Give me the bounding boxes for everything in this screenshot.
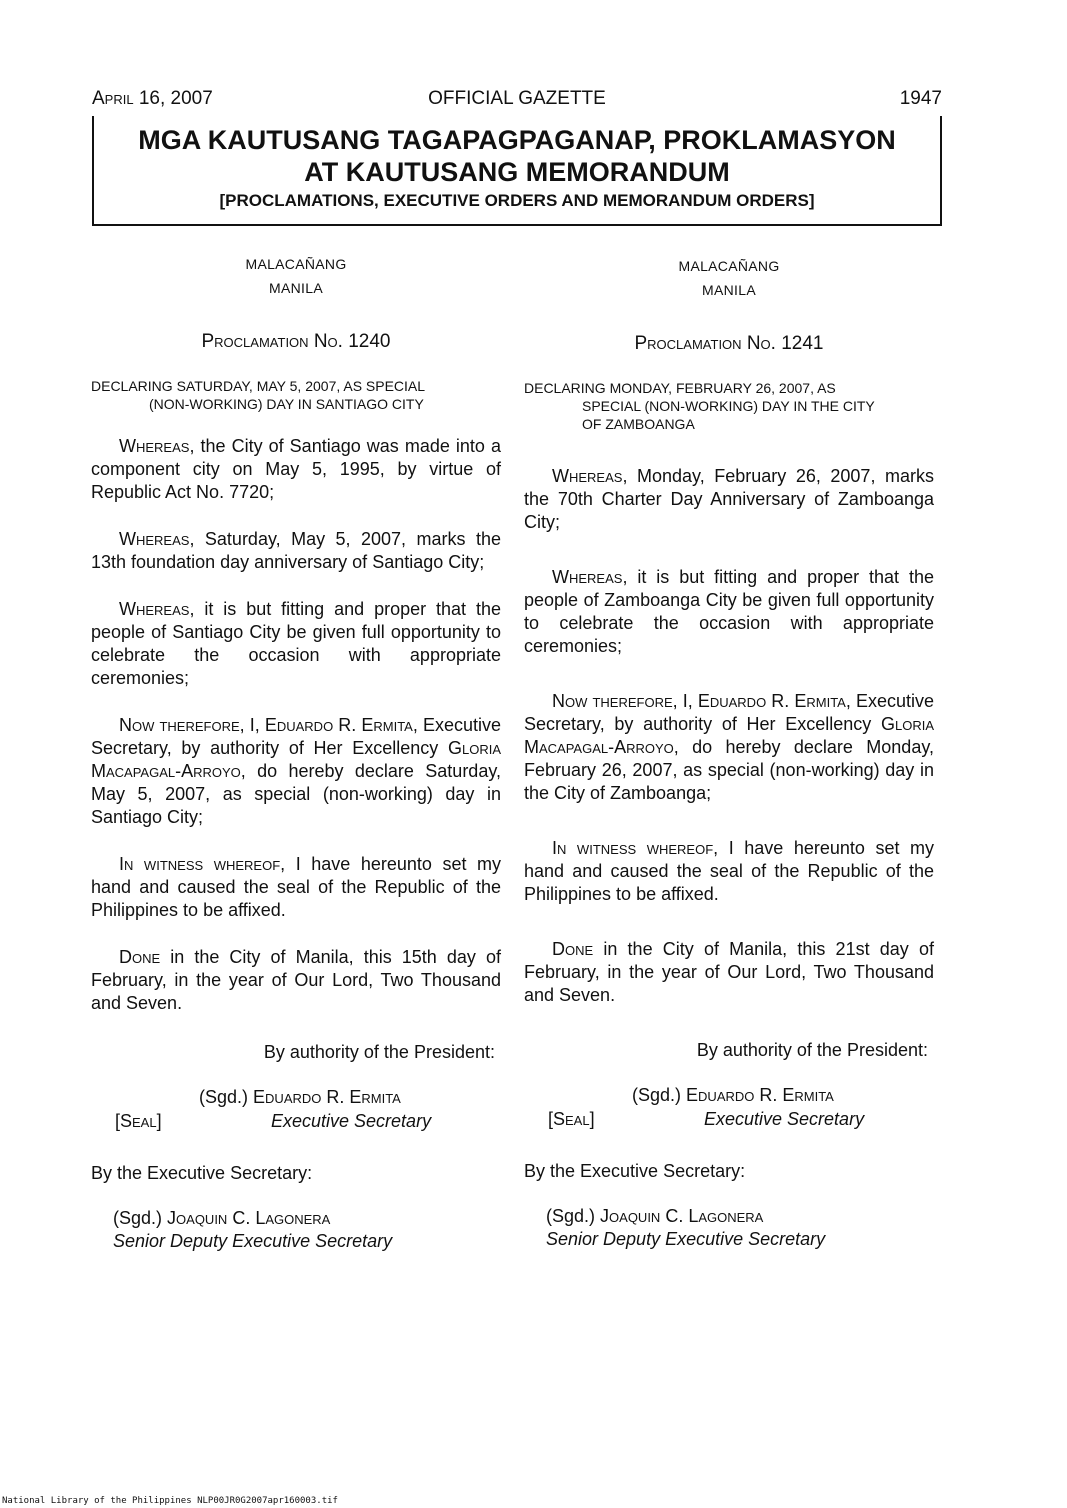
signature-block-lagonera: [524, 1205, 934, 1251]
paragraph-lead: Now therefore,: [119, 715, 245, 735]
signatory-name: [199, 1086, 401, 1109]
place-malacanang: MALACAÑANG: [245, 256, 347, 272]
signatory-role: Executive Secretary: [704, 1109, 865, 1129]
sgd-prefix: (Sgd.): [632, 1085, 687, 1105]
signatory-name: [632, 1084, 834, 1107]
paragraph-text: I,: [677, 691, 698, 711]
paragraph-lead: Done: [552, 939, 594, 959]
paragraph-text: in the City of Manila, this 15th day of February, in the year of Our Lord, Two Thousand and Seven.: [91, 947, 501, 1013]
sgd-prefix: (Sgd.): [113, 1208, 168, 1228]
sgd-prefix: (Sgd.): [199, 1087, 254, 1107]
paragraph-text: , do hereby declare Saturday, May 5, 2007, as special (non-working) day in Santiago City;: [91, 761, 501, 827]
whereas-paragraph-1: [524, 465, 934, 534]
subject-line-1: DECLARING MONDAY, FEBRUARY 26, 2007, AS: [524, 380, 836, 396]
paragraph-lead: Whereas,: [552, 567, 628, 587]
page-number: 1947: [899, 88, 942, 109]
signature-block-ermita: [524, 1084, 934, 1138]
signature-block-ermita: [91, 1086, 501, 1140]
authority-line: By authority of the President:: [696, 1040, 928, 1060]
paragraph-lead: Done: [119, 947, 161, 967]
paragraph-text: the City of Santiago was made into a component city on May 5, 1995, by virtue of Republic Act No. 7720;: [91, 436, 501, 502]
proclamation-number: Proclamation No. 1241: [634, 333, 824, 354]
running-head: [92, 88, 942, 114]
paragraph-text: , Executive Secretary, by authority of Her Excellency: [91, 715, 501, 758]
subject-line-1: DECLARING SATURDAY, MAY 5, 2007, AS SPECIAL: [91, 378, 426, 394]
paragraph-text: in the City of Manila, this 21st day of February, in the year of Our Lord, Two Thousand and Seven.: [524, 939, 934, 1005]
issue-date: April 16, 2007: [92, 88, 213, 109]
signatory-role: Senior Deputy Executive Secretary: [546, 1229, 826, 1249]
paragraph-text: Monday, February 26, 2007, marks the 70th Charter Day Anniversary of Zamboanga City;: [524, 466, 934, 532]
signature-block-lagonera: [91, 1207, 501, 1253]
signatory-name: [546, 1205, 934, 1228]
paragraph-text: Saturday, May 5, 2007, marks the 13th foundation day anniversary of Santiago City;: [91, 529, 501, 572]
by-executive-secretary: By the Executive Secretary:: [524, 1161, 746, 1181]
signatory-role: Executive Secretary: [271, 1111, 432, 1131]
declaration-paragraph: [91, 714, 501, 829]
section-title-box: [92, 116, 942, 226]
paragraph-text: I have hereunto set my hand and caused the seal of the Republic of the Philippines to be affixed.: [91, 854, 501, 920]
paragraph-text: I have hereunto set my hand and caused the seal of the Republic of the Philippines to be affixed.: [524, 838, 934, 904]
paragraph-lead: In witness whereof,: [552, 838, 719, 858]
paragraph-lead: Whereas,: [119, 529, 195, 549]
proclamation-number: Proclamation No. 1240: [201, 331, 391, 352]
sgd-name: Joaquin C. Lagonera: [167, 1208, 331, 1228]
paragraph-lead: Whereas,: [552, 466, 628, 486]
section-title-line-2: AT KAUTUSANG MEMORANDUM: [304, 157, 730, 187]
section-title-english: [PROCLAMATIONS, EXECUTIVE ORDERS AND MEMORANDUM ORDERS]: [219, 191, 815, 210]
paragraph-lead: Whereas,: [119, 599, 195, 619]
subject-line-2: (NON-WORKING) DAY IN SANTIAGO CITY: [149, 396, 424, 412]
scan-footer: National Library of the Philippines NLP00JR0G2007apr160003.tif: [2, 1496, 338, 1506]
president-name: Gloria Macapagal-Arroyo: [91, 738, 501, 781]
whereas-paragraph-3: [91, 598, 501, 690]
sgd-name: Joaquin C. Lagonera: [600, 1206, 764, 1226]
place-manila: MANILA: [269, 280, 323, 296]
authority-line: By authority of the President:: [263, 1042, 495, 1062]
place-malacanang: MALACAÑANG: [678, 258, 780, 274]
proclamation-subject: [91, 377, 501, 413]
signatory-role: Senior Deputy Executive Secretary: [113, 1231, 393, 1251]
paragraph-text: , Executive Secretary, by authority of Her Excellency: [524, 691, 934, 734]
sgd-prefix: (Sgd.): [546, 1206, 601, 1226]
witness-paragraph: [524, 837, 934, 906]
paragraph-text: I,: [244, 715, 265, 735]
section-title-line-1: MGA KAUTUSANG TAGAPAGPAGANAP, PROKLAMASYON: [138, 125, 896, 155]
secretary-name: Eduardo R. Ermita: [697, 691, 846, 711]
place-manila: MANILA: [702, 282, 756, 298]
signatory-name: [113, 1207, 501, 1230]
publication-name: OFFICIAL GAZETTE: [428, 88, 606, 109]
seal-mark: [Seal]: [115, 1111, 162, 1131]
done-paragraph: [524, 938, 934, 1007]
whereas-paragraph-1: [91, 435, 501, 504]
proclamation-subject: [524, 379, 934, 433]
sgd-name: Eduardo R. Ermita: [253, 1087, 401, 1107]
president-name: Gloria Macapagal-Arroyo: [524, 714, 934, 757]
subject-line-2: SPECIAL (NON-WORKING) DAY IN THE CITY: [582, 398, 875, 414]
paragraph-lead: In witness whereof,: [119, 854, 286, 874]
proclamation-1240-column: [91, 252, 501, 1253]
paragraph-text: it is but fitting and proper that the people of Santiago City be given full opportunity to celebrate the occasion with appropriate ceremonies;: [91, 599, 501, 688]
subject-line-3: OF ZAMBOANGA: [582, 416, 695, 432]
declaration-paragraph: [524, 690, 934, 805]
whereas-paragraph-2: [91, 528, 501, 574]
paragraph-text: , do hereby declare Monday, February 26, 2007, as special (non-working) day in the City of Zamboanga;: [524, 737, 934, 803]
whereas-paragraph-2: [524, 566, 934, 658]
seal-mark: [Seal]: [548, 1109, 595, 1129]
by-executive-secretary: By the Executive Secretary:: [91, 1163, 313, 1183]
secretary-name: Eduardo R. Ermita: [264, 715, 413, 735]
done-paragraph: [91, 946, 501, 1015]
paragraph-lead: Whereas,: [119, 436, 195, 456]
witness-paragraph: [91, 853, 501, 922]
paragraph-text: it is but fitting and proper that the people of Zamboanga City be given full opportunity to celebrate the occasion with appropriate ceremonies;: [524, 567, 934, 656]
paragraph-lead: Now therefore,: [552, 691, 678, 711]
proclamation-1241-column: [524, 254, 934, 1251]
sgd-name: Eduardo R. Ermita: [686, 1085, 834, 1105]
